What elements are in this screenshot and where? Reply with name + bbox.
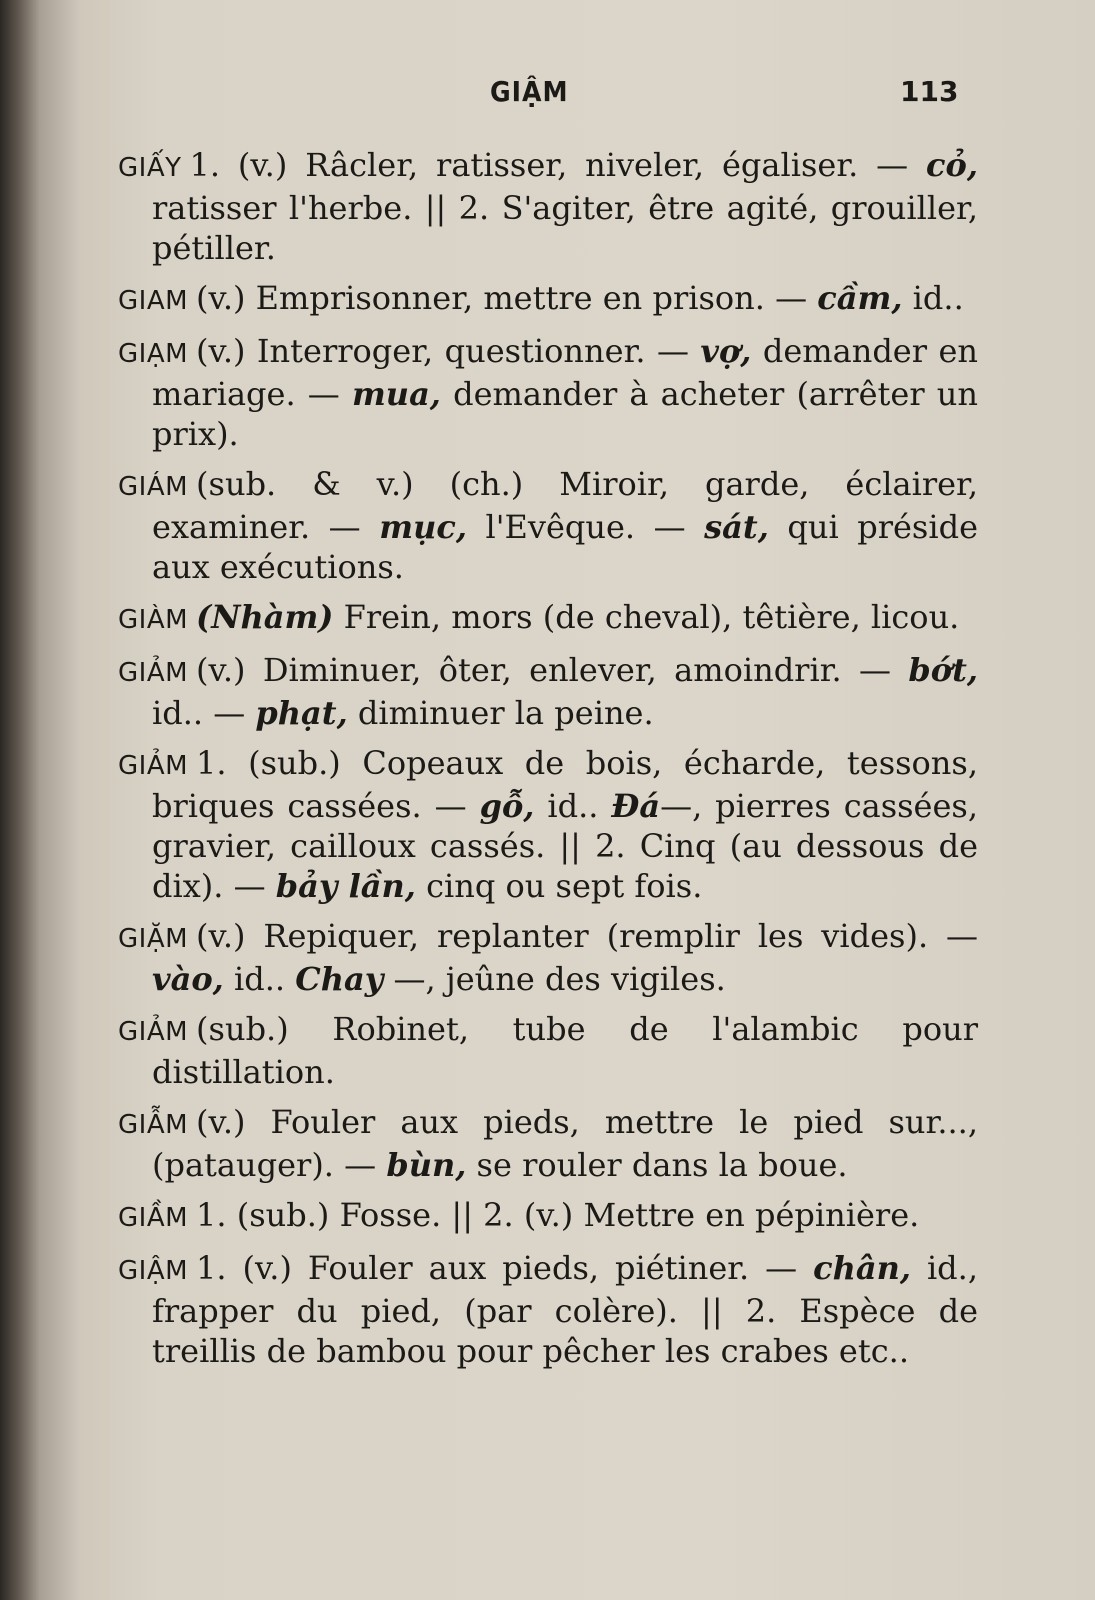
entry-headword: GIÀM <box>118 605 189 635</box>
dictionary-entry <box>118 743 978 906</box>
entry-definition-text: (v.) Fouler aux pieds, mettre le pied sur..., (patauger). — <box>152 1103 978 1184</box>
entry-vietnamese-term: bảy lần, <box>275 867 416 905</box>
entry-vietnamese-term: cầm, <box>817 279 903 317</box>
dictionary-entry <box>118 1009 978 1092</box>
entry-definition-text: id.. — <box>152 694 256 732</box>
entry-vietnamese-term: chân, <box>813 1249 911 1287</box>
page-header <box>0 75 1095 115</box>
entry-definition-text: diminuer la peine. <box>347 694 654 732</box>
entry-headword: GIÁM <box>118 472 189 502</box>
entry-vietnamese-term: mục, <box>379 508 467 546</box>
entry-vietnamese-term: vợ, <box>700 332 752 370</box>
entry-vietnamese-term: bùn, <box>386 1146 467 1184</box>
entry-definition-text: (sub. & v.) (ch.) Miroir, garde, éclairer, examiner. — <box>152 465 978 546</box>
dictionary-entry <box>118 464 978 587</box>
dictionary-entry <box>118 1248 978 1371</box>
entry-definition-text: —, jeûne des vigiles. <box>383 960 726 998</box>
entry-vietnamese-term: (Nhàm) <box>196 598 334 636</box>
entry-definition-text: (v.) Repiquer, replanter (remplir les vides). — <box>196 917 978 955</box>
entry-headword: GIẪM <box>118 1110 189 1140</box>
entry-definition-text: (v.) Diminuer, ôter, enlever, amoindrir. — <box>196 651 909 689</box>
entry-definition-text: (v.) Emprisonner, mettre en prison. — <box>196 279 818 317</box>
entry-vietnamese-term: vào, <box>152 960 224 998</box>
dictionary-entry <box>118 597 978 640</box>
entry-headword: GIẤY <box>118 153 182 183</box>
entry-headword: GIAM <box>118 286 189 316</box>
entry-vietnamese-term: sát, <box>704 508 769 546</box>
entry-definition-text: l'Evêque. — <box>466 508 705 546</box>
entry-vietnamese-term: Chay <box>295 960 384 998</box>
entry-definition-text: 1. (sub.) Fosse. || 2. (v.) Mettre en pépinière. <box>196 1196 920 1234</box>
entry-headword: GIẶM <box>118 924 189 954</box>
entry-vietnamese-term: Đá <box>611 787 661 825</box>
entry-definition-text: qui préside aux exécutions. <box>152 508 979 586</box>
entry-definition-text: 1. (v.) Fouler aux pieds, piétiner. — <box>196 1249 814 1287</box>
entry-definition-text: id.. <box>223 960 296 998</box>
entry-vietnamese-term: bớt, <box>908 651 978 689</box>
entry-headword: GIẢM <box>118 1017 189 1047</box>
dictionary-entry <box>118 145 978 268</box>
dictionary-entry <box>118 331 978 454</box>
entry-headword: GIẬM <box>118 1256 189 1286</box>
page-number: 113 <box>900 75 959 108</box>
dictionary-entry <box>118 1195 978 1238</box>
dictionary-entry <box>118 1102 978 1185</box>
entry-definition-text: 1. (sub.) Copeaux de bois, écharde, tessons, briques cassées. — <box>152 744 978 825</box>
entry-definition-text: demander à acheter (arrêter un prix). <box>152 375 979 453</box>
entry-definition-text: (v.) Interroger, questionner. — <box>196 332 701 370</box>
entry-definition-text: —, pierres cassées, gravier, cailloux cassés. || 2. Cinq (au dessous de dix). — <box>152 787 979 905</box>
entry-definition-text: se rouler dans la boue. <box>466 1146 848 1184</box>
entry-definition-text: id.. <box>902 279 964 317</box>
dictionary-entries <box>118 145 978 1381</box>
entry-definition-text: demander en mariage. — <box>152 332 978 413</box>
entry-vietnamese-term: cỏ, <box>926 146 978 184</box>
entry-definition-text: id.. <box>534 787 612 825</box>
running-head: GIẬM <box>490 75 569 108</box>
entry-headword: GIẠM <box>118 339 189 369</box>
entry-headword: GIẦM <box>118 1203 189 1233</box>
dictionary-entry <box>118 278 978 321</box>
entry-definition-text: ratisser l'herbe. || 2. S'agiter, être agité, grouiller, pétiller. <box>152 189 978 267</box>
entry-vietnamese-term: phạt, <box>255 694 348 732</box>
dictionary-entry <box>118 916 978 999</box>
entry-definition-text: (sub.) Robinet, tube de l'alambic pour distillation. <box>152 1010 978 1091</box>
entry-headword: GIẢM <box>118 658 189 688</box>
entry-headword: GIẢM <box>118 751 189 781</box>
entry-definition-text: Frein, mors (de cheval), têtière, licou. <box>333 598 960 636</box>
entry-definition-text: cinq ou sept fois. <box>415 867 703 905</box>
dictionary-entry <box>118 650 978 733</box>
entry-vietnamese-term: gỗ, <box>479 787 535 825</box>
entry-definition-text: id., frapper du pied, (par colère). || 2. Espèce de treillis de bambou pour pêcher les crabes etc.. <box>152 1249 979 1370</box>
entry-definition-text: 1. (v.) Râcler, ratisser, niveler, égaliser. — <box>189 146 927 184</box>
entry-vietnamese-term: mua, <box>351 375 441 413</box>
